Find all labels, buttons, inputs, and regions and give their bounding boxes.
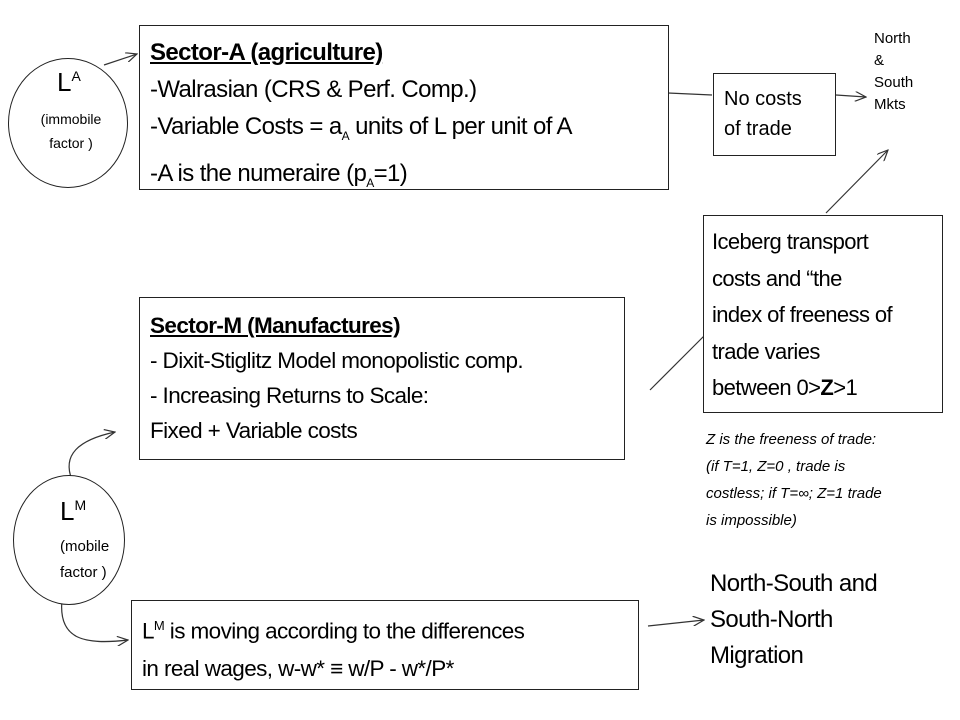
no-costs-box: No costs of trade <box>713 73 836 156</box>
sector-a-line2: -Variable Costs = $a_A$ units of L per unit of A <box>150 113 572 143</box>
sector-m-box <box>139 297 625 460</box>
sector-m-line2: - Increasing Returns to Scale: <box>150 383 429 408</box>
sector-a-box <box>139 25 669 190</box>
arrow-iceberg-to-markets <box>826 150 888 213</box>
sector-m-line3: Fixed + Variable costs <box>150 418 358 443</box>
markets-label: North & South Mkts <box>874 30 914 113</box>
arrow-migration-box-to-label <box>648 620 704 626</box>
sector-a-line3: -A is the numeraire $(p_A=1)$ <box>150 159 408 190</box>
sector-m-title: Sector-M (Manufactures) <box>150 313 400 338</box>
lm-circle <box>13 475 125 605</box>
sector-a-line1: -Walrasian (CRS & Perf. Comp.) <box>150 76 477 103</box>
migration-line1: $L^M$ is moving according to the differences <box>142 618 525 644</box>
migration-label: North-South and South-North Migration <box>710 570 878 669</box>
lm-caption: (mobile factor ) <box>60 538 110 581</box>
migration-box <box>131 600 639 690</box>
la-circle <box>8 58 128 188</box>
lm-symbol: $L^M$ <box>60 496 87 526</box>
iceberg-box: Iceberg transport costs and “the index of freeness of trade varies between 0>Z>1 <box>703 215 943 413</box>
arrow-lm-to-sector-m <box>69 432 115 480</box>
arrow-no-costs-to-markets <box>836 95 866 97</box>
arrow-la-to-sector-a <box>104 54 137 65</box>
la-symbol: $L^A$ <box>57 67 81 97</box>
la-caption: (immobile factor ) <box>40 111 102 151</box>
sector-a-title: Sector-A (agriculture) <box>150 39 383 66</box>
line-sector-a-to-no-costs <box>668 93 712 95</box>
arrow-lm-to-migration-box <box>62 600 128 642</box>
migration-line2: in real wages, w-w* ≡ w/P - w*/P* <box>142 655 454 681</box>
sector-m-line1: - Dixit-Stiglitz Model monopolistic comp. <box>150 348 524 373</box>
freeness-note: Z is the freeness of trade: (if T=1, Z=0 , trade is costless; if T=∞; Z=1 trade is impossible) <box>706 431 882 529</box>
line-sector-m-to-iceberg <box>650 335 705 390</box>
